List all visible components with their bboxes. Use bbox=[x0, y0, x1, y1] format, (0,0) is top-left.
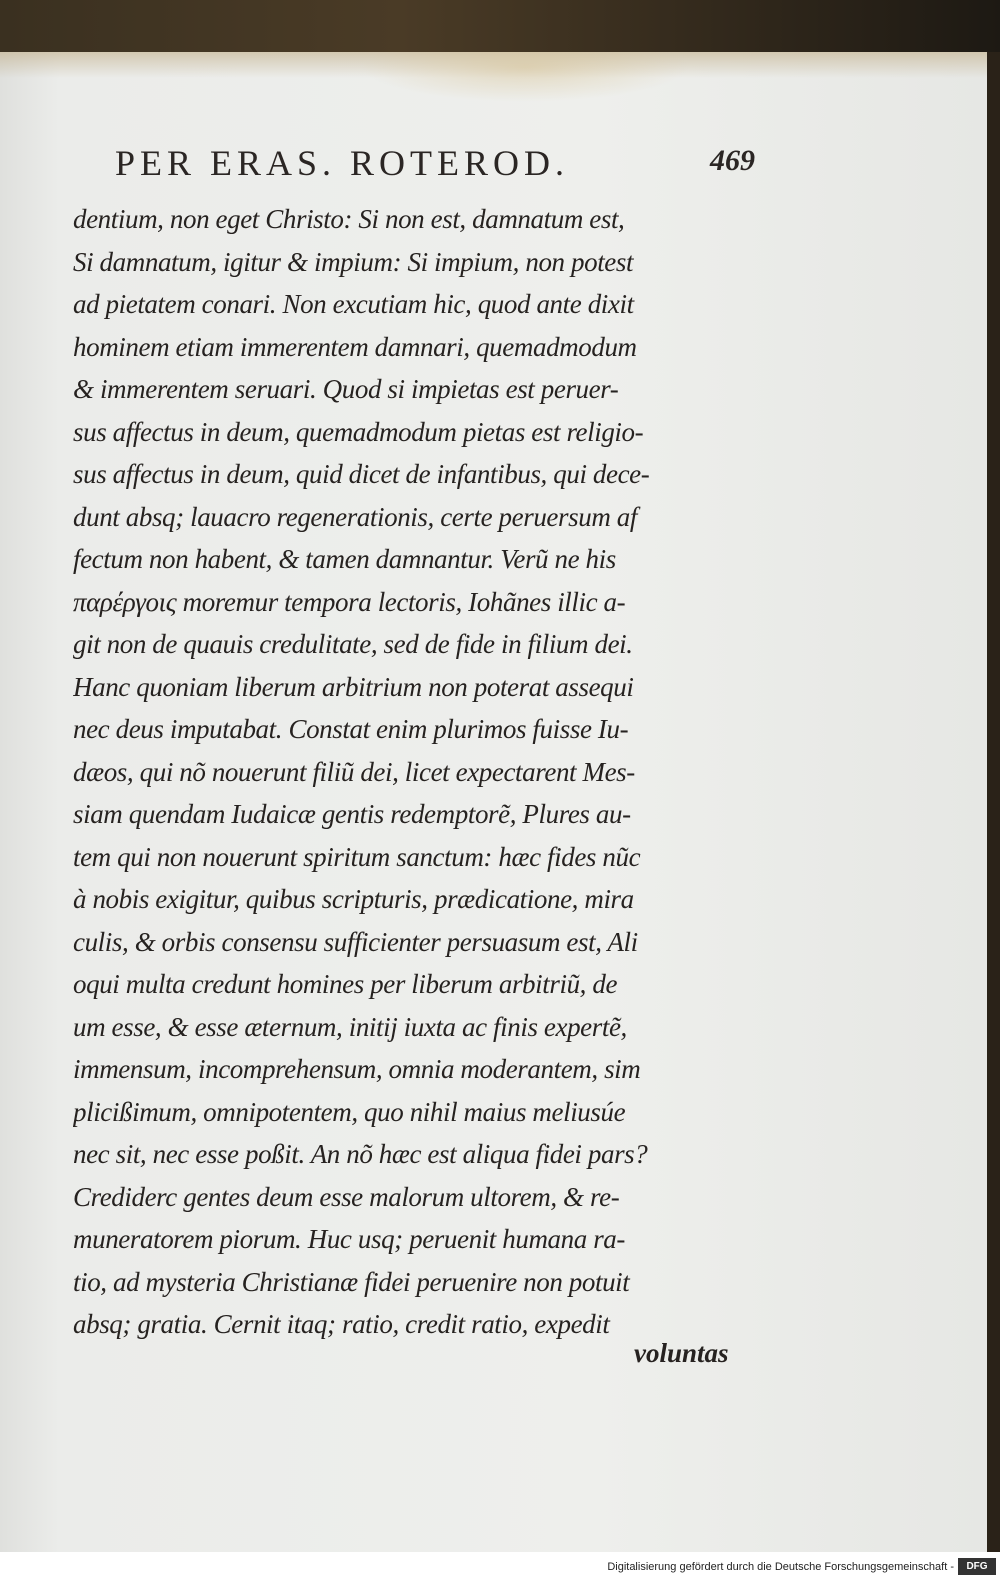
text-line: muneratorem piorum. Huc usq; peruenit humana ra- bbox=[73, 1224, 625, 1254]
text-line: dentium, non eget Christo: Si non est, damnatum est, bbox=[73, 204, 625, 234]
text-line: sus affectus in deum, quemadmodum pietas est religio- bbox=[73, 416, 644, 447]
text-line: oqui multa credunt homines per liberum arbitriũ, de bbox=[73, 969, 618, 999]
text-line: & immerentem seruari. Quod si impietas est peruer- bbox=[73, 374, 619, 404]
text-line: nec deus imputabat. Constat enim plurimos fuisse Iu- bbox=[73, 714, 629, 744]
text-line: Hanc quoniam liberum arbitrium non poterat assequi bbox=[73, 671, 634, 702]
dfg-logo: DFG bbox=[958, 1558, 996, 1575]
text-line: tio, ad mysteria Christianæ fidei peruenire non potuit bbox=[73, 1266, 630, 1297]
text-line: hominem etiam immerentem damnari, quemadmodum bbox=[73, 331, 637, 362]
text-line: tem qui non nouerunt spiritum sanctum: hæc fides nũc bbox=[73, 841, 641, 872]
text-line: dunt absq; lauacro regenerationis, certe peruersum af bbox=[73, 501, 637, 532]
text-line: culis, & orbis consensu sufficienter persuasum est, Ali bbox=[73, 926, 638, 957]
text-line: dæos, qui nõ nouerunt filiũ dei, licet expectarent Mes- bbox=[73, 756, 635, 787]
running-head: PER ERAS. ROTEROD. bbox=[115, 143, 570, 183]
book-page bbox=[0, 52, 987, 1552]
page-number: 469 bbox=[710, 144, 755, 177]
funding-credit: Digitalisierung gefördert durch die Deutsche Forschungsgemeinschaft - bbox=[607, 1561, 954, 1573]
text-line: git non de quauis credulitate, sed de fide in filium dei. bbox=[73, 629, 633, 659]
text-line: absq; gratia. Cernit itaq; ratio, credit ratio, expedit bbox=[73, 1309, 610, 1339]
catchword: voluntas bbox=[634, 1338, 729, 1368]
text-line: um esse, & esse æternum, initij iuxta ac finis expertẽ, bbox=[73, 1011, 627, 1042]
text-line: Crediderc gentes deum esse malorum ultorem, & re- bbox=[73, 1181, 620, 1212]
body-text bbox=[73, 198, 753, 1346]
text-line: ad pietatem conari. Non excutiam hic, quod ante dixit bbox=[73, 289, 634, 319]
text-line: fectum non habent, & tamen damnantur. Verũ ne his bbox=[73, 544, 616, 574]
book-edge bbox=[0, 0, 1000, 52]
text-line: immensum, incomprehensum, omnia moderantem, sim bbox=[73, 1054, 641, 1084]
page-stain bbox=[360, 52, 690, 102]
text-line: nec sit, nec esse poßit. An nõ hæc est aliqua fidei pars? bbox=[73, 1139, 648, 1169]
text-line: plicißimum, omnipotentem, quo nihil maius meliusúe bbox=[73, 1096, 626, 1127]
text-line: sus affectus in deum, quid dicet de infantibus, qui dece- bbox=[73, 459, 650, 489]
text-line: siam quendam Iudaicæ gentis redemptorẽ, Plures au- bbox=[73, 799, 631, 829]
page-header bbox=[115, 142, 755, 186]
text-line: à nobis exigitur, quibus scripturis, prædicatione, mira bbox=[73, 884, 634, 914]
text-line: παρέργοις moremur tempora lectoris, Iohãnes illic a- bbox=[73, 586, 626, 617]
text-line: Si damnatum, igitur & impium: Si impium, non potest bbox=[73, 246, 634, 277]
digitization-footer bbox=[0, 1552, 1000, 1583]
